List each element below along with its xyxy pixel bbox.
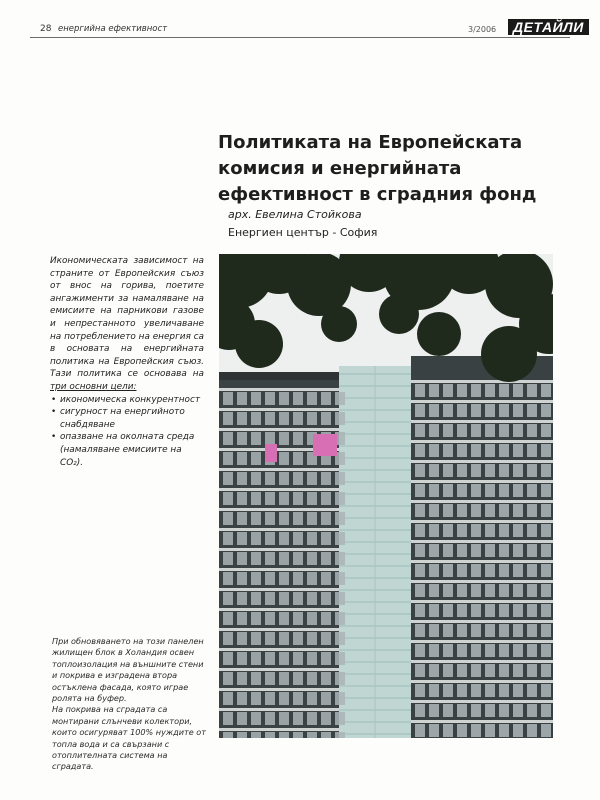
goals-list <box>50 394 204 470</box>
goal-item: • икономическа конкурентност <box>50 394 204 407</box>
photo-caption <box>52 636 209 773</box>
author-name: арх. Евелина Стойкова <box>228 208 362 221</box>
title-line: ефективност в сградния фонд <box>218 184 537 205</box>
goals-heading: три основни цели: <box>50 381 137 392</box>
title-line: комисия и енергийната <box>218 158 462 179</box>
intro-paragraph: Икономическата зависимост на страните от Европейския съюз от внос на горива, поетите ангажименти за намаляване на емисиите на парникови газове и непрестанното увеличаване на потреблението на енергия са в основата на енергийната политика на Европейския съюз. Тази политика се основава на <box>50 256 204 380</box>
caption-paragraph: При обновяването на този панелен жилищен блок в Холандия освен топлоизолация на външните стени и покрива е изградена втора остъклена фасада, която играе ролята на буфер. <box>52 636 204 704</box>
page-header <box>30 18 584 40</box>
magazine-logo: ДЕТАЙЛИ <box>508 19 589 35</box>
page-number: 28 <box>40 24 52 34</box>
goal-item: • сигурност на енергийното снабдяване <box>50 406 204 431</box>
issue-number: 3/2006 <box>468 25 497 34</box>
goal-item: • опазване на околната среда (намаляване емисиите на CO₂). <box>50 431 204 469</box>
title-line: Политиката на Европейската <box>218 132 523 153</box>
header-rule <box>30 37 570 38</box>
intro-text <box>50 255 204 469</box>
building-facade <box>219 356 553 738</box>
building-photo <box>219 254 553 738</box>
author-affiliation: Енергиен център - София <box>228 226 378 239</box>
section-name: енергийна ефективност <box>58 24 168 34</box>
building-illustration <box>219 254 553 738</box>
article-title <box>218 130 558 208</box>
caption-paragraph: На покрива на сградата са монтирани слънчеви колектори, които осигуряват 100% нуждите от топла вода и са свързани с отоплителната система на сградата. <box>52 704 206 772</box>
